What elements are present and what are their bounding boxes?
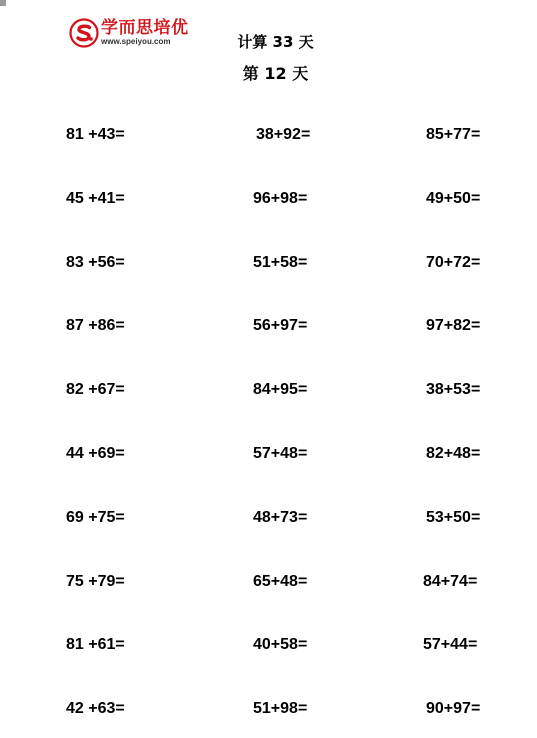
math-problem: 45 +41= bbox=[66, 190, 125, 207]
math-problem: 70+72= bbox=[426, 254, 481, 271]
math-problem: 84+74= bbox=[423, 573, 478, 590]
math-problem: 87 +86= bbox=[66, 317, 125, 334]
math-problem: 90+97= bbox=[426, 700, 481, 717]
math-problem: 57+44= bbox=[423, 636, 478, 653]
math-problem: 42 +63= bbox=[66, 700, 125, 717]
math-problem: 85+77= bbox=[426, 126, 481, 143]
brand-url: www.speiyou.com bbox=[101, 37, 171, 46]
math-problem: 49+50= bbox=[426, 190, 481, 207]
math-problem: 53+50= bbox=[426, 509, 481, 526]
math-problem: 69 +75= bbox=[66, 509, 125, 526]
math-problem: 75 +79= bbox=[66, 573, 125, 590]
math-problem: 56+97= bbox=[253, 317, 308, 334]
math-problem: 38+53= bbox=[426, 381, 481, 398]
math-problem: 81 +43= bbox=[66, 126, 125, 143]
math-problem: 84+95= bbox=[253, 381, 308, 398]
math-problem: 40+58= bbox=[253, 636, 308, 653]
math-problem: 65+48= bbox=[253, 573, 308, 590]
math-problem: 83 +56= bbox=[66, 254, 125, 271]
brand-name: 学而思培优 bbox=[101, 18, 189, 38]
math-problem: 38+92= bbox=[256, 126, 311, 143]
math-problem: 82+48= bbox=[426, 445, 481, 462]
math-problem: 82 +67= bbox=[66, 381, 125, 398]
math-problem: 51+98= bbox=[253, 700, 308, 717]
page-title: 计算 33 天 bbox=[237, 33, 314, 51]
math-problem: 44 +69= bbox=[66, 445, 125, 462]
math-problem: 96+98= bbox=[253, 190, 308, 207]
page-subtitle: 第 12 天 bbox=[242, 64, 309, 83]
math-problem: 81 +61= bbox=[66, 636, 125, 653]
math-problem: 48+73= bbox=[253, 509, 308, 526]
math-problem: 51+58= bbox=[253, 254, 308, 271]
math-problem: 97+82= bbox=[426, 317, 481, 334]
math-problem: 57+48= bbox=[253, 445, 308, 462]
page-corner-mark bbox=[0, 0, 6, 6]
